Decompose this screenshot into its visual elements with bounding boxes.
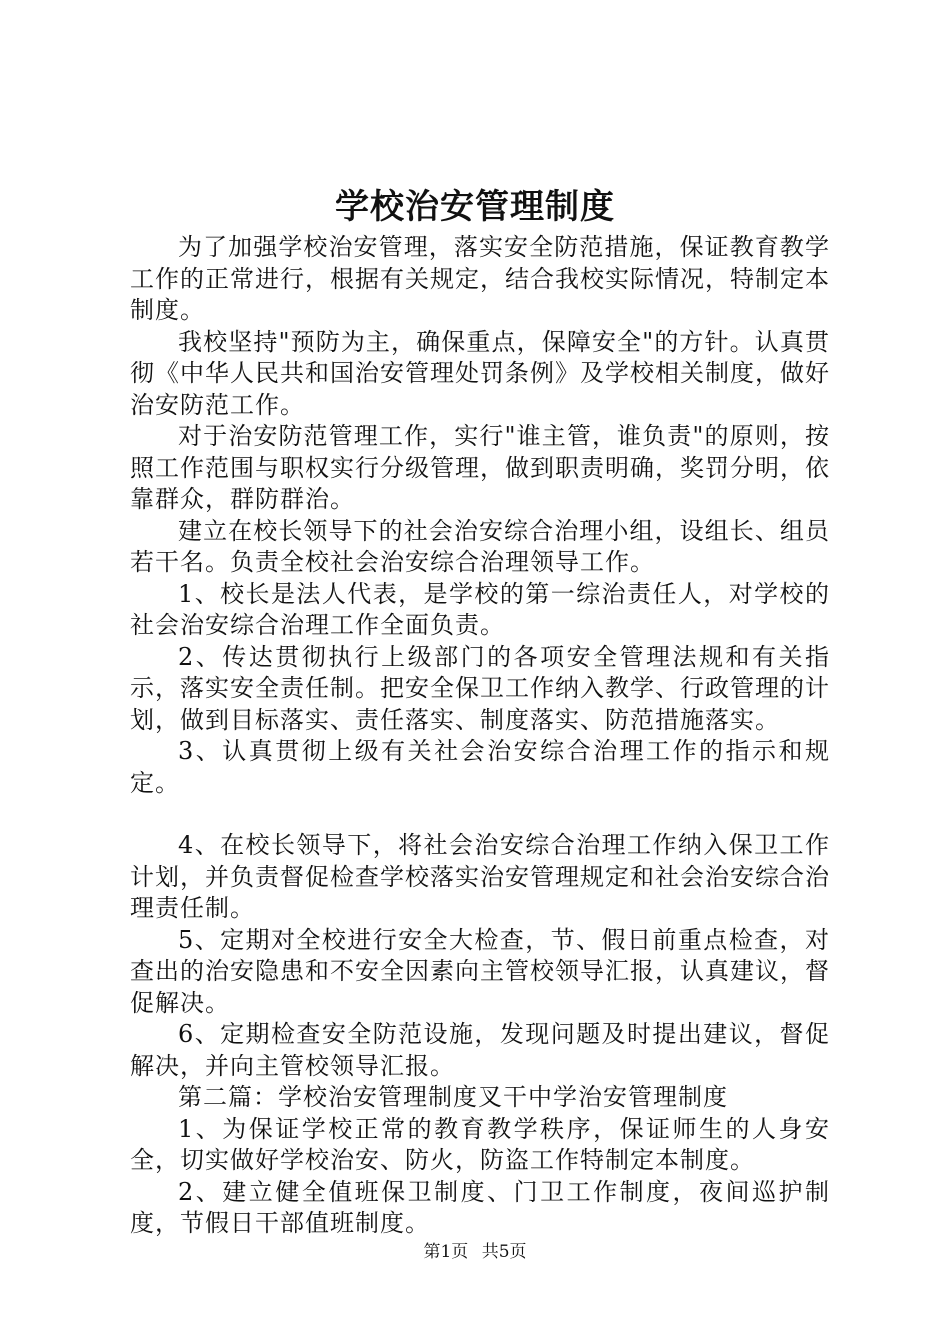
section-heading-part-two: 第二篇：学校治安管理制度叉干中学治安管理制度 bbox=[178, 1083, 728, 1111]
paragraph-principle: 对于治安防范管理工作，实行"谁主管，谁负责"的原则，按照工作范围与职权实行分级管理，做到职责明确，奖罚分明，依靠群众，群防群治。 bbox=[130, 422, 830, 513]
paragraph-policy: 我校坚持"预防为主，确保重点，保障安全"的方针。认真贯彻《中华人民共和国治安管理处罚条例》及学校相关制度，做好治安防范工作。 bbox=[130, 327, 830, 419]
page-footer bbox=[0, 1240, 950, 1264]
document-title: 学校治安管理制度 bbox=[335, 187, 615, 227]
paragraph-item-3: 3、认真贯彻上级有关社会治安综合治理工作的指示和规定。 bbox=[130, 737, 830, 797]
paragraph-item-1: 1、校长是法人代表，是学校的第一综治责任人，对学校的社会治安综合治理工作全面负责。 bbox=[130, 579, 830, 639]
paragraph-item-4: 4、在校长领导下，将社会治安综合治理工作纳入保卫工作计划，并负责督促检查学校落实治安管理规定和社会治安综合治理责任制。 bbox=[130, 831, 830, 922]
page-number-current: 第1页 bbox=[423, 1242, 469, 1262]
paragraph-item-5: 5、定期对全校进行安全大检查，节、假日前重点检查，对查出的治安隐患和不安全因素向主管校领导汇报，认真建议，督促解决。 bbox=[130, 925, 830, 1017]
paragraph-part-two-item-2: 2、建立健全值班保卫制度、门卫工作制度，夜间巡护制度，节假日干部值班制度。 bbox=[130, 1177, 830, 1237]
paragraph-part-two-item-1: 1、为保证学校正常的教育教学秩序，保证师生的人身安全，切实做好学校治安、防火，防盗工作特制定本制度。 bbox=[130, 1114, 830, 1174]
document-body bbox=[130, 232, 830, 1240]
paragraph-item-2: 2、传达贯彻执行上级部门的各项安全管理法规和有关指示，落实安全责任制。把安全保卫工作纳入教学、行政管理的计划，做到目标落实、责任落实、制度落实、防范措施落实。 bbox=[130, 642, 830, 734]
paragraph-committee: 建立在校长领导下的社会治安综合治理小组，设组长、组员若干名。负责全校社会治安综合治理领导工作。 bbox=[130, 516, 830, 576]
page-number-total: 共5页 bbox=[481, 1242, 527, 1262]
paragraph-item-6: 6、定期检查安全防范设施，发现问题及时提出建议，督促解决，并向主管校领导汇报。 bbox=[130, 1020, 830, 1080]
paragraph-intro: 为了加强学校治安管理，落实安全防范措施，保证教育教学工作的正常进行，根据有关规定，结合我校实际情况，特制定本制度。 bbox=[130, 233, 830, 324]
